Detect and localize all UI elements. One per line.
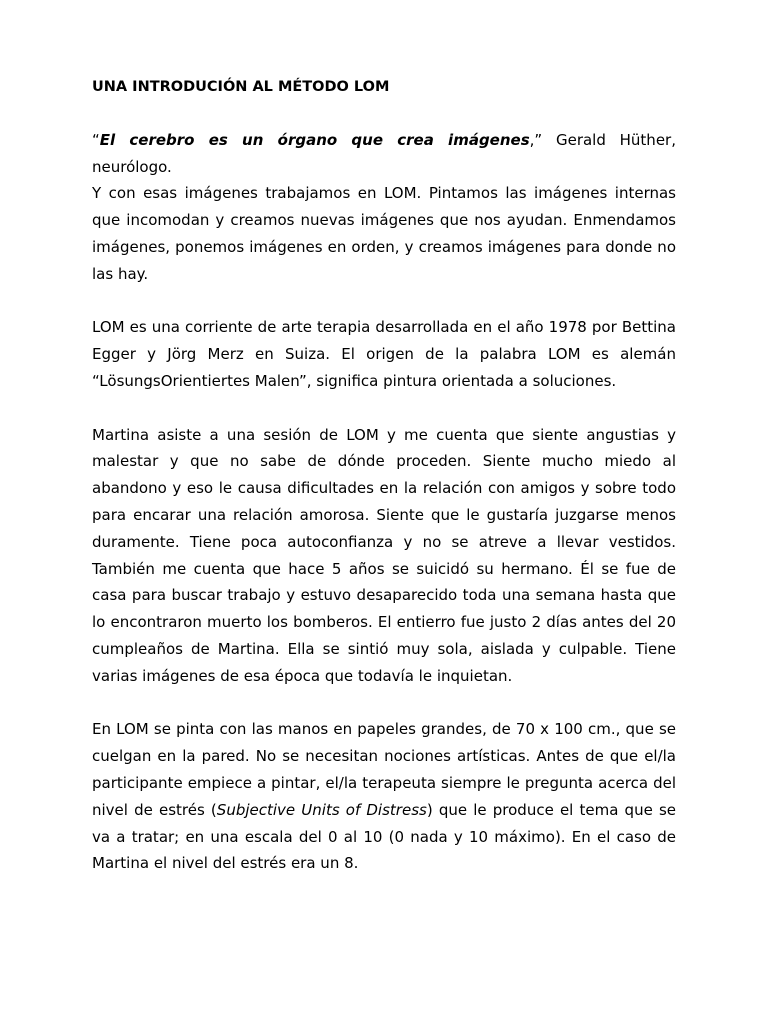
quote-open-mark: “ [92,130,100,149]
paragraph-method [92,716,676,877]
quote-attribution: Gerald Hüther, neurólogo. [92,130,676,176]
method-text-before: En LOM se pinta con las manos en papeles grandes, de 70 x 100 cm., que se cuelgan en la pared. No se necesitan nociones artísticas. Antes de que el/la participante empiece a pintar, el/la terapeuta siempre le pregunta acerca del nivel de estrés ( [92,720,676,819]
method-text-after: ) que le produce el tema que se va a tratar; en una escala del 0 al 10 (0 nada y 10 máximo). En el caso de Martina el nivel del estrés era un 8. [92,800,676,873]
method-text-italic: Subjective Units of Distress [216,800,427,819]
quote-close-mark: ,” [529,130,543,149]
quote-text: El cerebro es un órgano que crea imágenes [99,130,530,149]
document-title: UNA INTRODUCIÓN AL MÉTODO LOM [92,79,390,95]
paragraph-martina: Martina asiste a una sesión de LOM y me cuenta que siente angustias y malestar y que no sabe de dónde proceden. Siente mucho miedo al abandono y eso le causa dificultades en la relación con amigos y sobre todo para encarar una relación amorosa. Siente que le gustaría juzgarse menos duramente. Tiene poca autoconfianza y no se atreve a llevar vestidos. También me cuenta que hace 5 años se suicidó su hermano. Él se fue de casa para buscar trabajo y estuvo desaparecido toda una semana hasta que lo encontraron muerto los bomberos. El entierro fue justo 2 días antes del 20 cumpleaños de Martina. Ella se sintió muy sola, aislada y culpable. Tiene varias imágenes de esa época que todavía le inquietan. [92,425,676,685]
quote-paragraph [92,127,676,181]
paragraph-intro: Y con esas imágenes trabajamos en LOM. Pintamos las imágenes internas que incomodan y creamos nuevas imágenes que nos ayudan. Enmendamos imágenes, ponemos imágenes en orden, y creamos imágenes para donde no las hay. [92,184,676,283]
document-page [92,74,676,904]
paragraph-lom-origin: LOM es una corriente de arte terapia desarrollada en el año 1978 por Bettina Egger y Jörg Merz en Suiza. El origen de la palabra LOM es alemán “LösungsOrientiertes Malen”, significa pintura orientada a soluciones. [92,318,676,390]
